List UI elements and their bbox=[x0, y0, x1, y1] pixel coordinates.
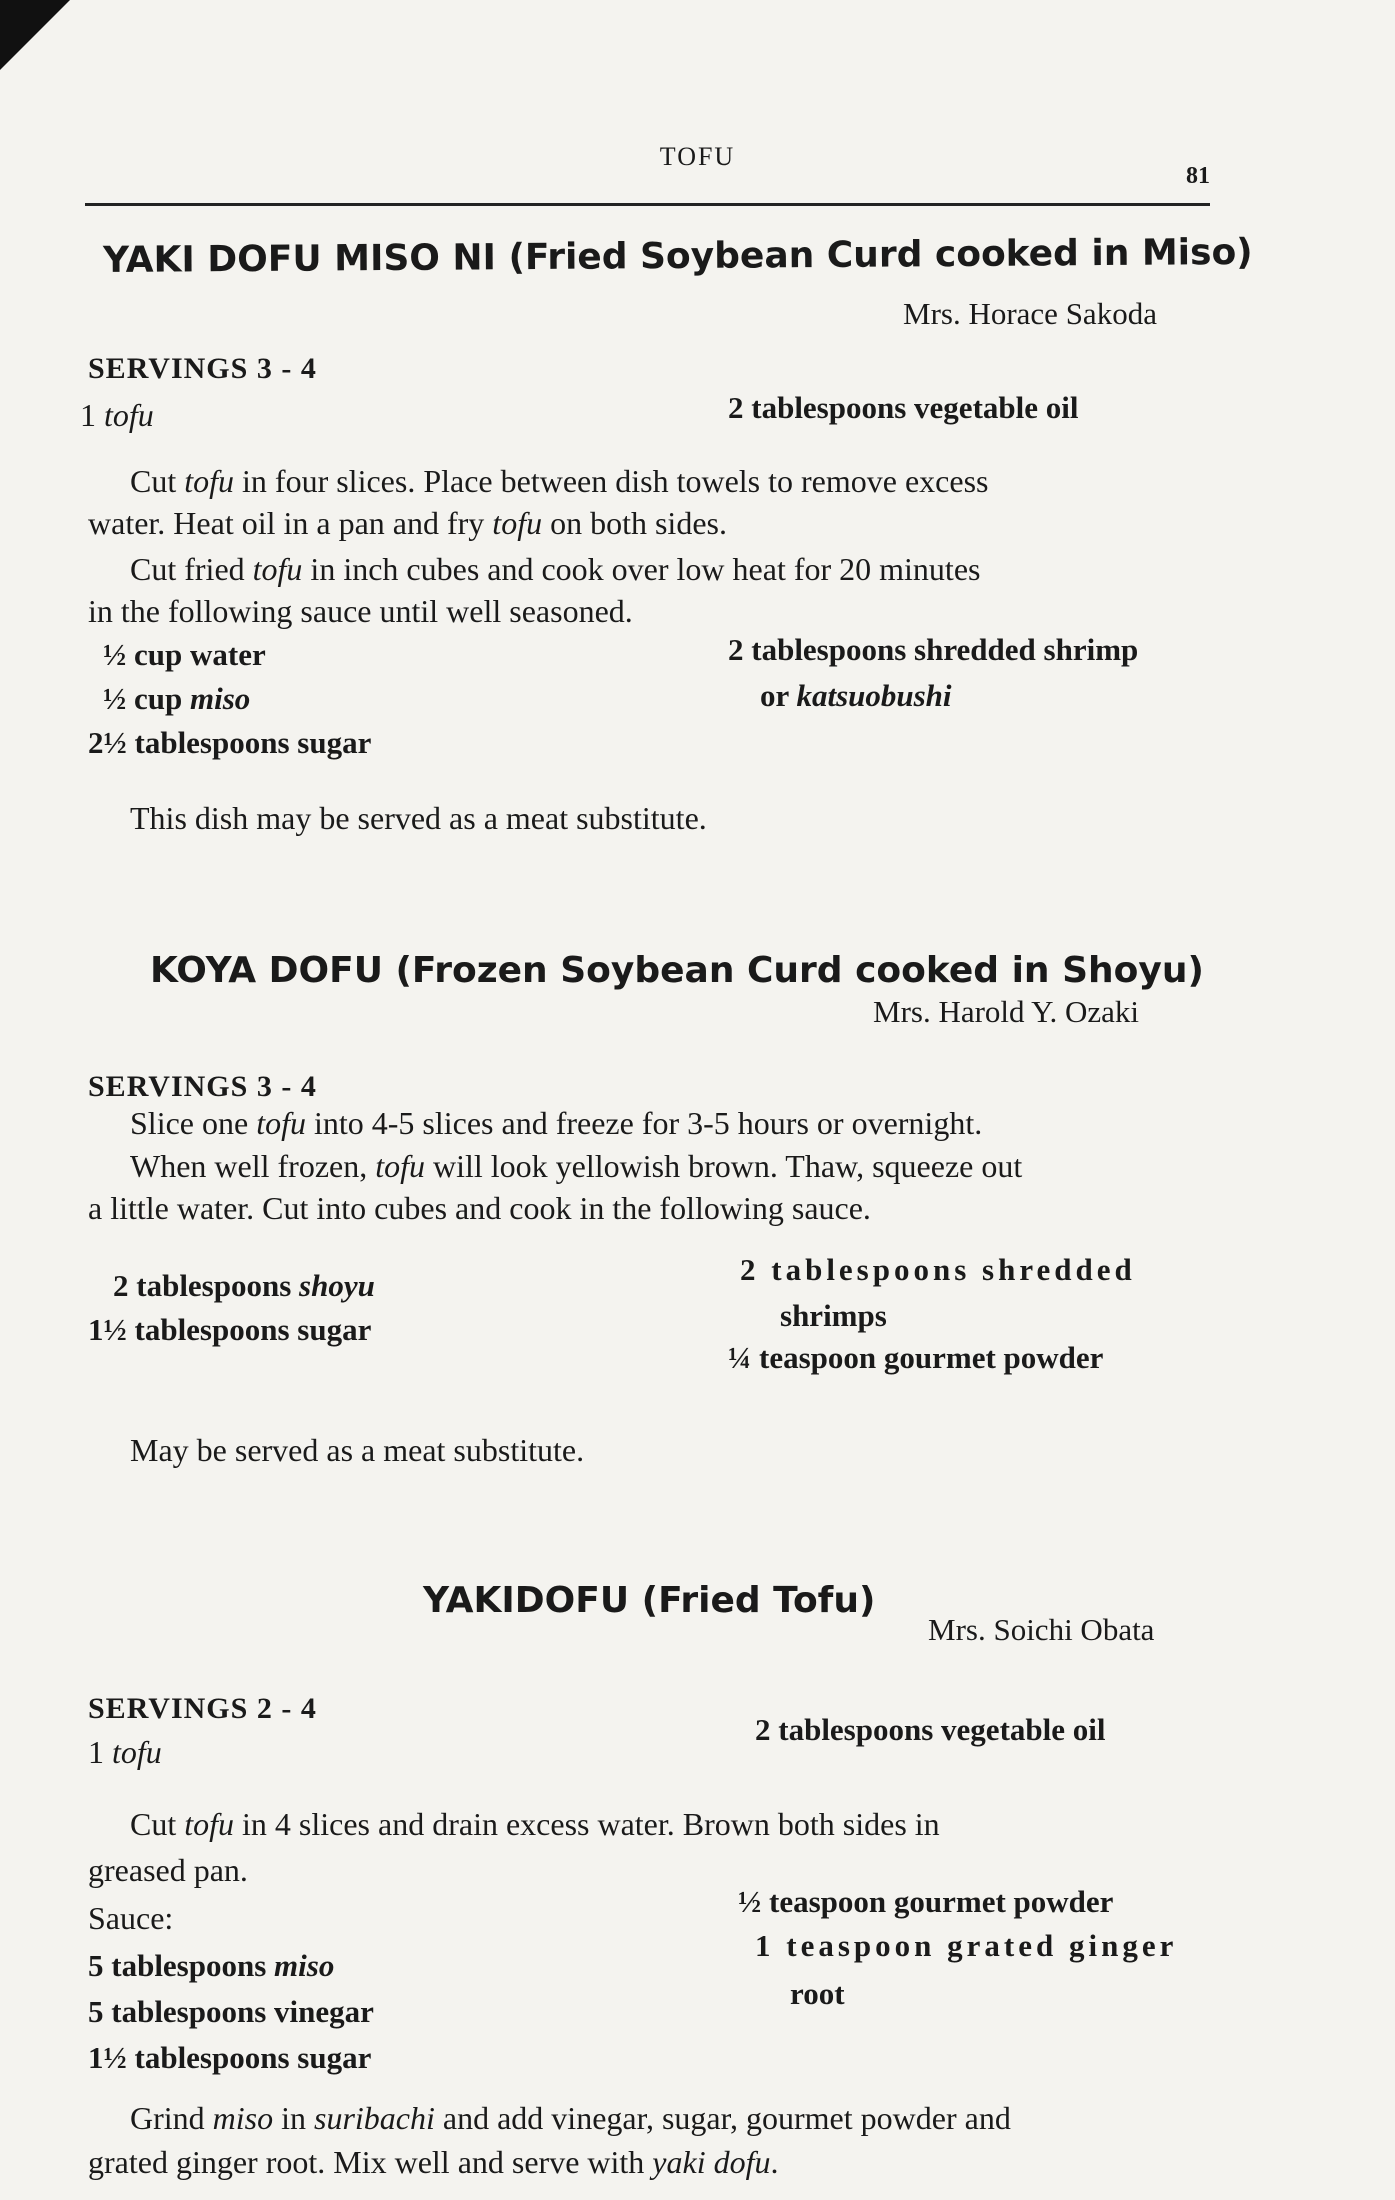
paragraph-line: When well frozen, tofu will look yellowish brown. Thaw, squeeze out bbox=[130, 1148, 1023, 1184]
paragraph-line: in the following sauce until well seasoned. bbox=[88, 593, 633, 629]
recipe-note: This dish may be served as a meat substitute. bbox=[130, 800, 707, 836]
sauce-ingredient-right: ¼ teaspoon gourmet powder bbox=[728, 1340, 1104, 1375]
sauce-ingredient: 2½ tablespoons sugar bbox=[88, 725, 372, 760]
servings: SERVINGS 3 - 4 bbox=[88, 352, 317, 385]
recipe-author: Mrs. Harold Y. Ozaki bbox=[873, 994, 1140, 1029]
header-rule bbox=[85, 203, 1210, 206]
page-corner-shadow bbox=[0, 0, 70, 70]
ingredient-right: 2 tablespoons vegetable oil bbox=[728, 390, 1079, 425]
page-number: 81 bbox=[1186, 163, 1210, 189]
recipe-title: YAKI DOFU MISO NI (Fried Soybean Curd cooked in Miso) bbox=[102, 231, 1253, 282]
paragraph-line: Cut tofu in four slices. Place between dish towels to remove excess bbox=[130, 463, 989, 499]
sauce-ingredient: 1½ tablespoons sugar bbox=[88, 1312, 372, 1347]
sauce-ingredient: 5 tablespoons vinegar bbox=[88, 1994, 374, 2029]
sauce-ingredient: 2 tablespoons shoyu bbox=[113, 1268, 375, 1303]
ingredient-left: 1 tofu bbox=[80, 397, 154, 433]
servings: SERVINGS 2 - 4 bbox=[88, 1692, 317, 1725]
recipe-author: Mrs. Soichi Obata bbox=[928, 1612, 1155, 1647]
paragraph-line: grated ginger root. Mix well and serve with yaki dofu. bbox=[88, 2144, 779, 2180]
paragraph-line: Slice one tofu into 4-5 slices and freeze for 3-5 hours or overnight. bbox=[130, 1105, 983, 1141]
servings: SERVINGS 3 - 4 bbox=[88, 1070, 317, 1103]
recipe-title: KOYA DOFU (Frozen Soybean Curd cooked in Shoyu) bbox=[150, 950, 1204, 991]
sauce-ingredient: ½ cup water bbox=[103, 637, 266, 672]
paragraph-line: greased pan. bbox=[88, 1852, 248, 1888]
recipe-title: YAKIDOFU (Fried Tofu) bbox=[423, 1580, 876, 1621]
sauce-ingredient-right: or katsuobushi bbox=[760, 678, 952, 713]
sauce-ingredient: 1½ tablespoons sugar bbox=[88, 2040, 372, 2075]
paragraph-line: Grind miso in suribachi and add vinegar, sugar, gourmet powder and bbox=[130, 2100, 1011, 2136]
sauce-ingredient-right: ½ teaspoon gourmet powder bbox=[738, 1884, 1114, 1919]
recipe-author: Mrs. Horace Sakoda bbox=[903, 296, 1157, 331]
sauce-ingredient-right: root bbox=[790, 1976, 845, 2011]
paragraph-line: Cut fried tofu in inch cubes and cook over low heat for 20 minutes bbox=[130, 551, 981, 587]
paragraph-line: a little water. Cut into cubes and cook in the following sauce. bbox=[88, 1190, 871, 1226]
sauce-ingredient: ½ cup miso bbox=[103, 681, 251, 716]
sauce-ingredient-right: shrimps bbox=[780, 1298, 887, 1333]
paragraph-line: Cut tofu in 4 slices and drain excess water. Brown both sides in bbox=[130, 1806, 940, 1842]
running-head: TOFU bbox=[659, 142, 736, 171]
sauce-ingredient: 5 tablespoons miso bbox=[88, 1948, 335, 1983]
sauce-label: Sauce: bbox=[88, 1900, 174, 1936]
recipe-note: May be served as a meat substitute. bbox=[130, 1432, 585, 1468]
paragraph-line: water. Heat oil in a pan and fry tofu on both sides. bbox=[88, 505, 727, 541]
ingredient-left: 1 tofu bbox=[88, 1734, 162, 1770]
ingredient-right: 2 tablespoons vegetable oil bbox=[755, 1712, 1106, 1747]
sauce-ingredient-right: 2 tablespoons shredded shrimp bbox=[728, 632, 1139, 667]
sauce-ingredient-right: 2 tablespoons shredded bbox=[740, 1252, 1136, 1287]
sauce-ingredient-right: 1 teaspoon grated ginger bbox=[755, 1928, 1178, 1963]
